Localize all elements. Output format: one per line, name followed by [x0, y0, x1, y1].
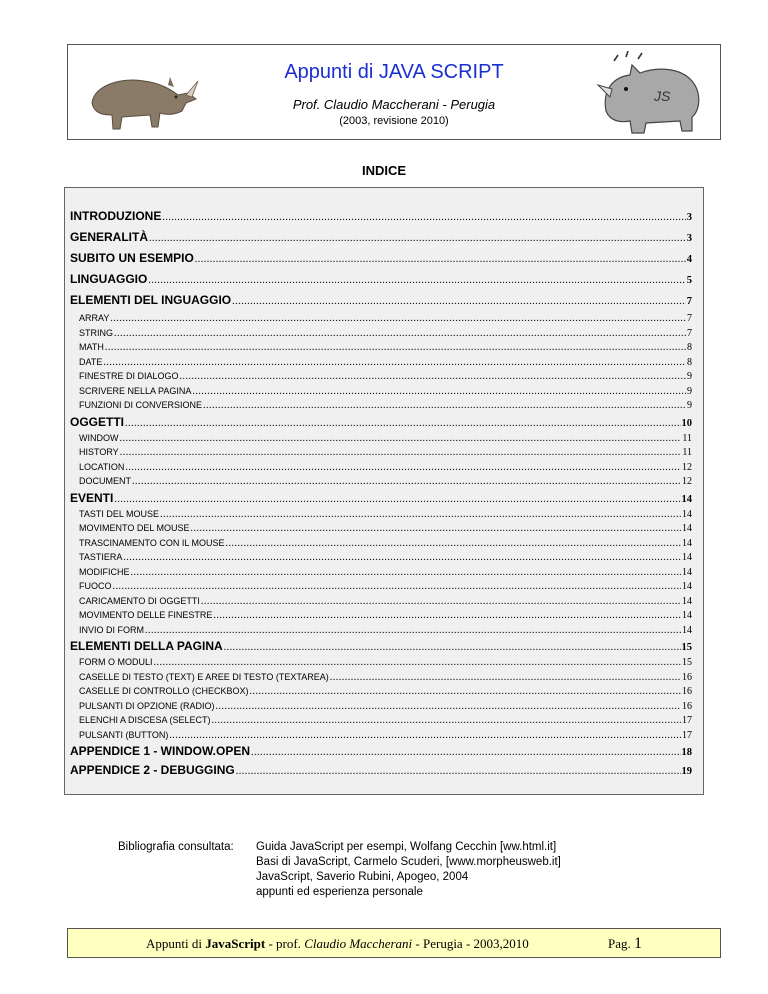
toc-dot-leader — [201, 595, 681, 609]
toc-entry-page: 15 — [682, 657, 692, 668]
toc-entry-label: OGGETTI — [70, 414, 124, 429]
toc-subsection[interactable] — [70, 565, 692, 580]
toc-entry-label: APPENDICE 1 - WINDOW.OPEN — [70, 744, 251, 758]
page-label: Pag. — [608, 936, 634, 951]
toc-dot-leader — [236, 761, 681, 781]
toc-dot-leader — [114, 491, 680, 507]
toc-entry-label: MOVIMENTO DELLE FINESTRE — [79, 610, 213, 620]
footer-text — [146, 936, 529, 952]
toc-subsection[interactable] — [70, 670, 692, 685]
author-line: Prof. Claudio Maccherani - Perugia — [292, 97, 496, 112]
toc-dot-leader — [160, 508, 681, 522]
toc-dot-leader — [120, 446, 682, 460]
bibliography-label: Bibliografia consultata: — [118, 841, 234, 853]
toc-dot-leader — [131, 566, 682, 580]
footer-bold: JavaScript — [205, 936, 266, 951]
page-number — [608, 935, 642, 953]
toc-entry-page: 10 — [681, 417, 692, 429]
document-title: Appunti di JAVA SCRIPT — [284, 61, 504, 83]
toc-dot-leader — [123, 551, 681, 565]
toc-list — [70, 206, 692, 781]
toc-entry-label: ELEMENTI DELLA PAGINA — [70, 639, 223, 653]
toc-dot-leader — [105, 341, 686, 355]
toc-dot-leader — [148, 270, 685, 290]
toc-subsection[interactable] — [70, 550, 692, 565]
toc-dot-leader — [162, 207, 685, 227]
toc-entry-label: EVENTI — [70, 490, 114, 505]
page-number-value: 1 — [634, 935, 642, 952]
toc-entry-page: 16 — [682, 671, 692, 683]
toc-subsection[interactable] — [70, 655, 692, 670]
toc-dot-leader — [216, 700, 681, 714]
toc-subsection[interactable] — [70, 507, 692, 522]
toc-entry-label: FUOCO — [79, 581, 112, 591]
toc-entry-label: TASTI DEL MOUSE — [79, 508, 160, 519]
toc-entry-page: 15 — [681, 642, 692, 653]
toc-dot-leader — [180, 370, 686, 384]
toc-section[interactable] — [70, 742, 692, 760]
bibliography-items — [256, 840, 561, 900]
toc-dot-leader — [250, 685, 681, 699]
toc-dot-leader — [114, 327, 686, 341]
toc-entry-page: 11 — [682, 447, 692, 458]
toc-section[interactable] — [70, 227, 692, 248]
toc-entry-label: CASELLE DI CONTROLLO (CHECKBOX) — [79, 686, 249, 696]
toc-entry-page: 4 — [686, 254, 692, 265]
toc-entry-label: WINDOW — [79, 432, 119, 443]
toc-dot-leader — [120, 432, 682, 446]
toc-subsection[interactable] — [70, 594, 692, 609]
toc-entry-page: 14 — [682, 581, 692, 592]
toc-entry-label: INTRODUZIONE — [70, 209, 162, 223]
logo-text: JS — [654, 88, 671, 104]
toc-subsection[interactable] — [70, 311, 692, 326]
toc-subsection[interactable] — [70, 326, 692, 341]
toc-entry-page: 14 — [682, 624, 692, 636]
toc-entry-label: PULSANTI DI OPZIONE (RADIO) — [79, 700, 215, 711]
toc-dot-leader — [125, 415, 681, 431]
edition-line: (2003, revisione 2010) — [339, 115, 449, 127]
toc-dot-leader — [113, 580, 682, 594]
toc-entry-page: 19 — [681, 766, 692, 777]
toc-entry-label: ELENCHI A DISCESA (SELECT) — [79, 715, 211, 725]
table-of-contents — [64, 187, 704, 795]
footer-author: Claudio Maccherani — [304, 936, 413, 951]
toc-entry-page: 14 — [682, 552, 692, 563]
toc-section[interactable] — [70, 206, 692, 227]
toc-entry-page: 14 — [682, 610, 692, 621]
toc-entry-label: CARICAMENTO DI OGGETTI — [79, 595, 200, 606]
toc-dot-leader — [191, 522, 681, 536]
toc-dot-leader — [192, 385, 686, 399]
toc-entry-page: 7 — [687, 327, 692, 339]
toc-dot-leader — [103, 356, 686, 370]
toc-entry-label: DATE — [79, 356, 103, 367]
toc-subsection[interactable] — [70, 355, 692, 370]
toc-entry-label: APPENDICE 2 - DEBUGGING — [70, 763, 235, 777]
toc-subsection[interactable] — [70, 474, 692, 489]
toc-dot-leader — [330, 671, 681, 685]
toc-entry-page: 17 — [682, 729, 692, 741]
toc-entry-label: INVIO DI FORM — [79, 624, 144, 635]
toc-entry-label: LOCATION — [79, 461, 125, 472]
toc-section[interactable] — [70, 637, 692, 655]
toc-entry-label: STRING — [79, 327, 114, 338]
toc-entry-page: 14 — [682, 523, 692, 534]
toc-entry-page: 9 — [687, 385, 692, 397]
bibliography-item: Basi di JavaScript, Carmelo Scuderi, [www.morpheusweb.it] — [256, 856, 561, 868]
toc-dot-leader — [232, 291, 686, 311]
toc-subsection[interactable] — [70, 623, 692, 638]
toc-section[interactable] — [70, 413, 692, 431]
toc-entry-label: FORM O MODULI — [79, 657, 153, 667]
toc-entry-label: LINGUAGGIO — [70, 272, 148, 286]
toc-dot-leader — [145, 624, 681, 638]
header-box — [67, 44, 721, 140]
toc-subsection[interactable] — [70, 684, 692, 699]
toc-entry-page: 16 — [682, 700, 692, 712]
footer-prefix: Appunti di — [146, 936, 206, 951]
toc-subsection[interactable] — [70, 398, 692, 413]
toc-dot-leader — [226, 537, 681, 551]
toc-entry-page: 5 — [686, 275, 692, 286]
footer-mid: - prof. — [265, 936, 305, 951]
index-title: INDICE — [361, 163, 407, 178]
toc-dot-leader — [132, 475, 681, 489]
toc-dot-leader — [195, 249, 686, 269]
toc-dot-leader — [203, 399, 686, 413]
toc-subsection[interactable] — [70, 369, 692, 384]
toc-dot-leader — [169, 729, 681, 743]
toc-entry-page: 14 — [681, 493, 692, 505]
toc-entry-page: 16 — [682, 686, 692, 697]
toc-dot-leader — [251, 744, 680, 760]
toc-entry-page: 11 — [682, 432, 692, 444]
toc-section[interactable] — [70, 760, 692, 781]
toc-entry-label: MATH — [79, 342, 104, 352]
toc-section[interactable] — [70, 269, 692, 290]
toc-entry-page: 14 — [682, 508, 692, 520]
toc-entry-label: MOVIMENTO DEL MOUSE — [79, 523, 190, 533]
bibliography-item: appunti ed esperienza personale — [256, 886, 423, 898]
toc-entry-page: 18 — [681, 747, 692, 758]
toc-entry-label: CASELLE DI TESTO (TEXT) E AREE DI TESTO (TEXTAREA) — [79, 671, 329, 682]
toc-subsection[interactable] — [70, 713, 692, 728]
toc-entry-label: TRASCINAMENTO CON IL MOUSE — [79, 537, 225, 548]
toc-subsection[interactable] — [70, 460, 692, 475]
toc-entry-page: 3 — [686, 233, 692, 244]
toc-entry-page: 7 — [686, 296, 692, 307]
toc-dot-leader — [154, 656, 682, 670]
toc-entry-page: 17 — [682, 715, 692, 726]
toc-entry-page: 14 — [682, 595, 692, 607]
toc-entry-page: 8 — [687, 356, 692, 368]
toc-dot-leader — [213, 609, 681, 623]
page-footer — [67, 928, 721, 958]
toc-entry-page: 12 — [682, 476, 692, 487]
toc-entry-label: SUBITO UN ESEMPIO — [70, 251, 194, 265]
toc-subsection[interactable] — [70, 384, 692, 399]
toc-entry-label: ELEMENTI DEL INGUAGGIO — [70, 293, 232, 307]
toc-subsection[interactable] — [70, 608, 692, 623]
toc-entry-label: DOCUMENT — [79, 476, 131, 486]
toc-entry-page: 7 — [687, 313, 692, 324]
footer-suffix: - Perugia - 2003,2010 — [412, 936, 529, 951]
toc-dot-leader — [110, 312, 686, 326]
toc-entry-label: SCRIVERE NELLA PAGINA — [79, 385, 192, 396]
toc-entry-page: 12 — [682, 461, 692, 473]
toc-entry-label: GENERALITÀ — [70, 230, 148, 244]
toc-subsection[interactable] — [70, 728, 692, 743]
toc-entry-label: HISTORY — [79, 447, 119, 457]
toc-subsection[interactable] — [70, 521, 692, 536]
toc-entry-label: TASTIERA — [79, 552, 123, 562]
toc-entry-label: MODIFICHE — [79, 566, 130, 577]
toc-dot-leader — [224, 639, 681, 655]
toc-dot-leader — [212, 714, 681, 728]
toc-entry-label: PULSANTI (BUTTON) — [79, 729, 169, 740]
toc-entry-page: 3 — [686, 212, 692, 223]
toc-subsection[interactable] — [70, 699, 692, 714]
toc-subsection[interactable] — [70, 340, 692, 355]
toc-dot-leader — [125, 461, 681, 475]
toc-subsection[interactable] — [70, 445, 692, 460]
toc-entry-page: 9 — [687, 371, 692, 382]
bibliography-item: Guida JavaScript per esempi, Wolfang Cecchin [ww.html.it] — [256, 841, 557, 853]
bibliography-item: JavaScript, Saverio Rubini, Apogeo, 2004 — [256, 871, 469, 883]
toc-subsection[interactable] — [70, 536, 692, 551]
toc-entry-page: 9 — [687, 400, 692, 411]
rhino-js-logo — [596, 51, 710, 137]
toc-entry-page: 8 — [687, 342, 692, 353]
toc-entry-label: FUNZIONI DI CONVERSIONE — [79, 400, 203, 410]
toc-section[interactable] — [70, 489, 692, 507]
toc-entry-page: 14 — [682, 566, 692, 578]
toc-entry-label: FINESTRE DI DIALOGO — [79, 371, 179, 381]
toc-subsection[interactable] — [70, 431, 692, 446]
toc-section[interactable] — [70, 290, 692, 311]
toc-subsection[interactable] — [70, 579, 692, 594]
toc-entry-page: 14 — [682, 537, 692, 549]
toc-section[interactable] — [70, 248, 692, 269]
toc-entry-label: ARRAY — [79, 313, 110, 323]
toc-dot-leader — [149, 228, 686, 248]
